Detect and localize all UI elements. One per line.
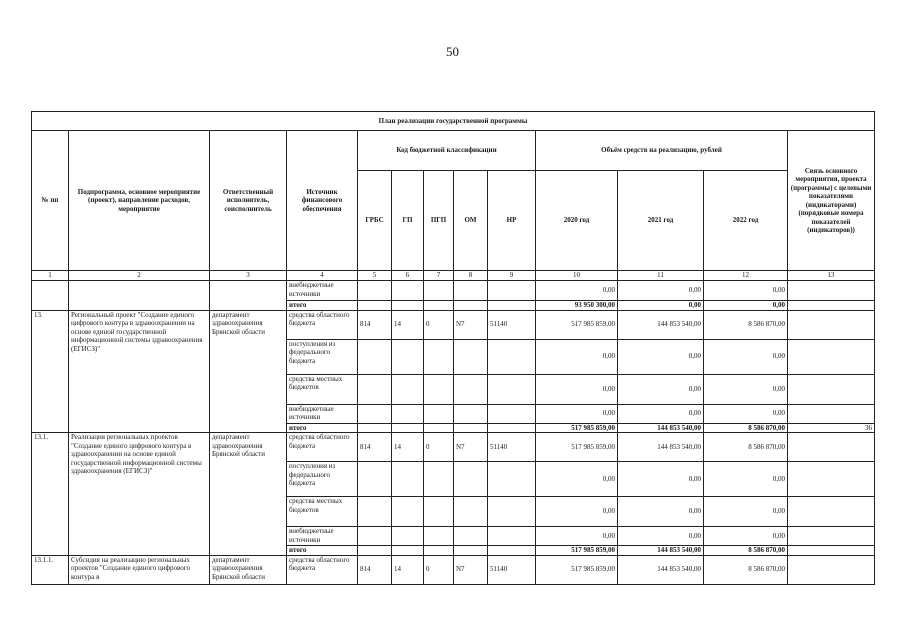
source-cell: внебюджетные источники: [287, 527, 358, 546]
row-name: Реализация региональных проектов "Создание единого цифрового контура в здравоохранении на основе единой государственной информационной системы здравоохранения (ЕГИСЗ)": [69, 433, 210, 556]
value-2020: 0,00: [536, 339, 618, 374]
header-grbs: ГРБС: [358, 171, 392, 271]
value-2022: 0,00: [704, 462, 788, 497]
colnum: 1: [32, 271, 69, 281]
value-2022: 0,00: [704, 374, 788, 404]
value-2020: 517 985 859,00: [536, 555, 618, 584]
header-gp: ГП: [392, 171, 424, 271]
value-2021: 0,00: [618, 527, 704, 546]
colnum: 7: [424, 271, 454, 281]
source-cell: средства местных бюджетов: [287, 374, 358, 404]
value-2022: 0,00: [704, 527, 788, 546]
header-nr: НР: [488, 171, 536, 271]
colnum: 11: [618, 271, 704, 281]
value-2021: 0,00: [618, 497, 704, 527]
value-2022: 8 586 870,00: [704, 555, 788, 584]
pgp-cell: 0: [424, 433, 454, 462]
colnum: 13: [788, 271, 875, 281]
gp-cell: 14: [392, 310, 424, 339]
header-2020: 2020 год: [536, 171, 618, 271]
header-link: Связь основного мероприятия, проекта (программы) с целевыми показателями (индикаторами) (порядковые номера показателей (индикаторов)): [788, 131, 875, 271]
nr-cell: 51140: [488, 433, 536, 462]
value-2021: 0,00: [618, 301, 704, 311]
row-number: 13.1.1.: [32, 555, 69, 584]
value-2021: 144 853 540,00: [618, 423, 704, 433]
row-name: Региональный проект "Создание единого цифрового контура в здравоохранении на основе единой государственной информационной системы здравоохранения (ЕГИСЗ)": [69, 310, 210, 433]
page-number: 50: [446, 44, 459, 59]
header-kbk: Код бюджетной классификации: [358, 131, 536, 171]
value-2020: 0,00: [536, 527, 618, 546]
row-responsible: департамент здравоохранения Брянской области: [210, 310, 287, 433]
nr-cell: 51140: [488, 555, 536, 584]
om-cell: N7: [454, 555, 488, 584]
row-number: 13.1.: [32, 433, 69, 556]
grbs-cell: 814: [358, 310, 392, 339]
colnum: 5: [358, 271, 392, 281]
value-2022: 0,00: [704, 339, 788, 374]
indicator-link: 36: [788, 423, 875, 433]
source-cell: итого: [287, 546, 358, 556]
value-2022: 0,00: [704, 404, 788, 423]
grbs-cell: 814: [358, 433, 392, 462]
value-2020: 517 985 859,00: [536, 546, 618, 556]
source-cell: средства областного бюджета: [287, 555, 358, 584]
table-row: [32, 310, 875, 339]
header-volume: Объём средств на реализацию, рублей: [536, 131, 788, 171]
value-2021: 0,00: [618, 404, 704, 423]
row-number: 13.: [32, 310, 69, 433]
om-cell: N7: [454, 310, 488, 339]
value-2022: 8 586 870,00: [704, 310, 788, 339]
colnum: 3: [210, 271, 287, 281]
header-2022: 2022 год: [704, 171, 788, 271]
value-2021: 144 853 540,00: [618, 546, 704, 556]
value-2022: 8 586 870,00: [704, 546, 788, 556]
colnum: 2: [69, 271, 210, 281]
value-2020: 0,00: [536, 497, 618, 527]
column-numbers-row: [32, 271, 875, 281]
colnum: 8: [454, 271, 488, 281]
source-cell: средства местных бюджетов: [287, 497, 358, 527]
nr-cell: 51140: [488, 310, 536, 339]
source-cell: итого: [287, 301, 358, 311]
value-2022: 8 586 870,00: [704, 423, 788, 433]
gp-cell: 14: [392, 555, 424, 584]
value-2022: 8 586 870,00: [704, 433, 788, 462]
source-cell: внебюджетные источники: [287, 404, 358, 423]
source-cell: внебюджетные источники: [287, 281, 358, 301]
header-num: № пп: [32, 131, 69, 271]
value-2022: 0,00: [704, 301, 788, 311]
header-row: [32, 131, 875, 171]
source-cell: итого: [287, 423, 358, 433]
row-responsible: департамент здравоохранения Брянской области: [210, 433, 287, 556]
program-plan-table: [31, 111, 875, 585]
colnum: 6: [392, 271, 424, 281]
value-2020: 517 985 859,00: [536, 423, 618, 433]
value-2020: 0,00: [536, 462, 618, 497]
value-2020: 0,00: [536, 281, 618, 301]
value-2022: 0,00: [704, 281, 788, 301]
source-cell: поступления из федерального бюджета: [287, 339, 358, 374]
table-row: [32, 555, 875, 584]
value-2021: 0,00: [618, 462, 704, 497]
source-cell: средства областного бюджета: [287, 433, 358, 462]
header-source: Источник финансового обеспечения: [287, 131, 358, 271]
colnum: 12: [704, 271, 788, 281]
value-2021: 144 853 540,00: [618, 310, 704, 339]
value-2021: 0,00: [618, 281, 704, 301]
value-2021: 144 853 540,00: [618, 433, 704, 462]
row-name: Субсидия на реализацию региональных проектов "Создание единого цифрового контура в: [69, 555, 210, 584]
header-name: Подпрограмма, основное мероприятие (проект), направление расходов, мероприятие: [69, 131, 210, 271]
colnum: 4: [287, 271, 358, 281]
value-2021: 0,00: [618, 339, 704, 374]
value-2020: 517 985 859,00: [536, 433, 618, 462]
value-2020: 0,00: [536, 374, 618, 404]
table-title-row: [32, 112, 875, 131]
colnum: 9: [488, 271, 536, 281]
table-row: [32, 281, 875, 301]
source-cell: средства областного бюджета: [287, 310, 358, 339]
header-2021: 2021 год: [618, 171, 704, 271]
value-2021: 0,00: [618, 374, 704, 404]
table-row: [32, 433, 875, 462]
row-responsible: департамент здравоохранения Брянской области: [210, 555, 287, 584]
value-2020: 0,00: [536, 404, 618, 423]
value-2020: 93 950 300,00: [536, 301, 618, 311]
header-pgp: ПГП: [424, 171, 454, 271]
value-2020: 517 985 859,00: [536, 310, 618, 339]
grbs-cell: 814: [358, 555, 392, 584]
header-responsible: Ответственный исполнитель, соисполнитель: [210, 131, 287, 271]
source-cell: поступления из федерального бюджета: [287, 462, 358, 497]
pgp-cell: 0: [424, 310, 454, 339]
value-2022: 0,00: [704, 497, 788, 527]
value-2021: 144 853 540,00: [618, 555, 704, 584]
header-om: ОМ: [454, 171, 488, 271]
colnum: 10: [536, 271, 618, 281]
pgp-cell: 0: [424, 555, 454, 584]
table-title: План реализации государственной программы: [32, 112, 875, 131]
gp-cell: 14: [392, 433, 424, 462]
om-cell: N7: [454, 433, 488, 462]
